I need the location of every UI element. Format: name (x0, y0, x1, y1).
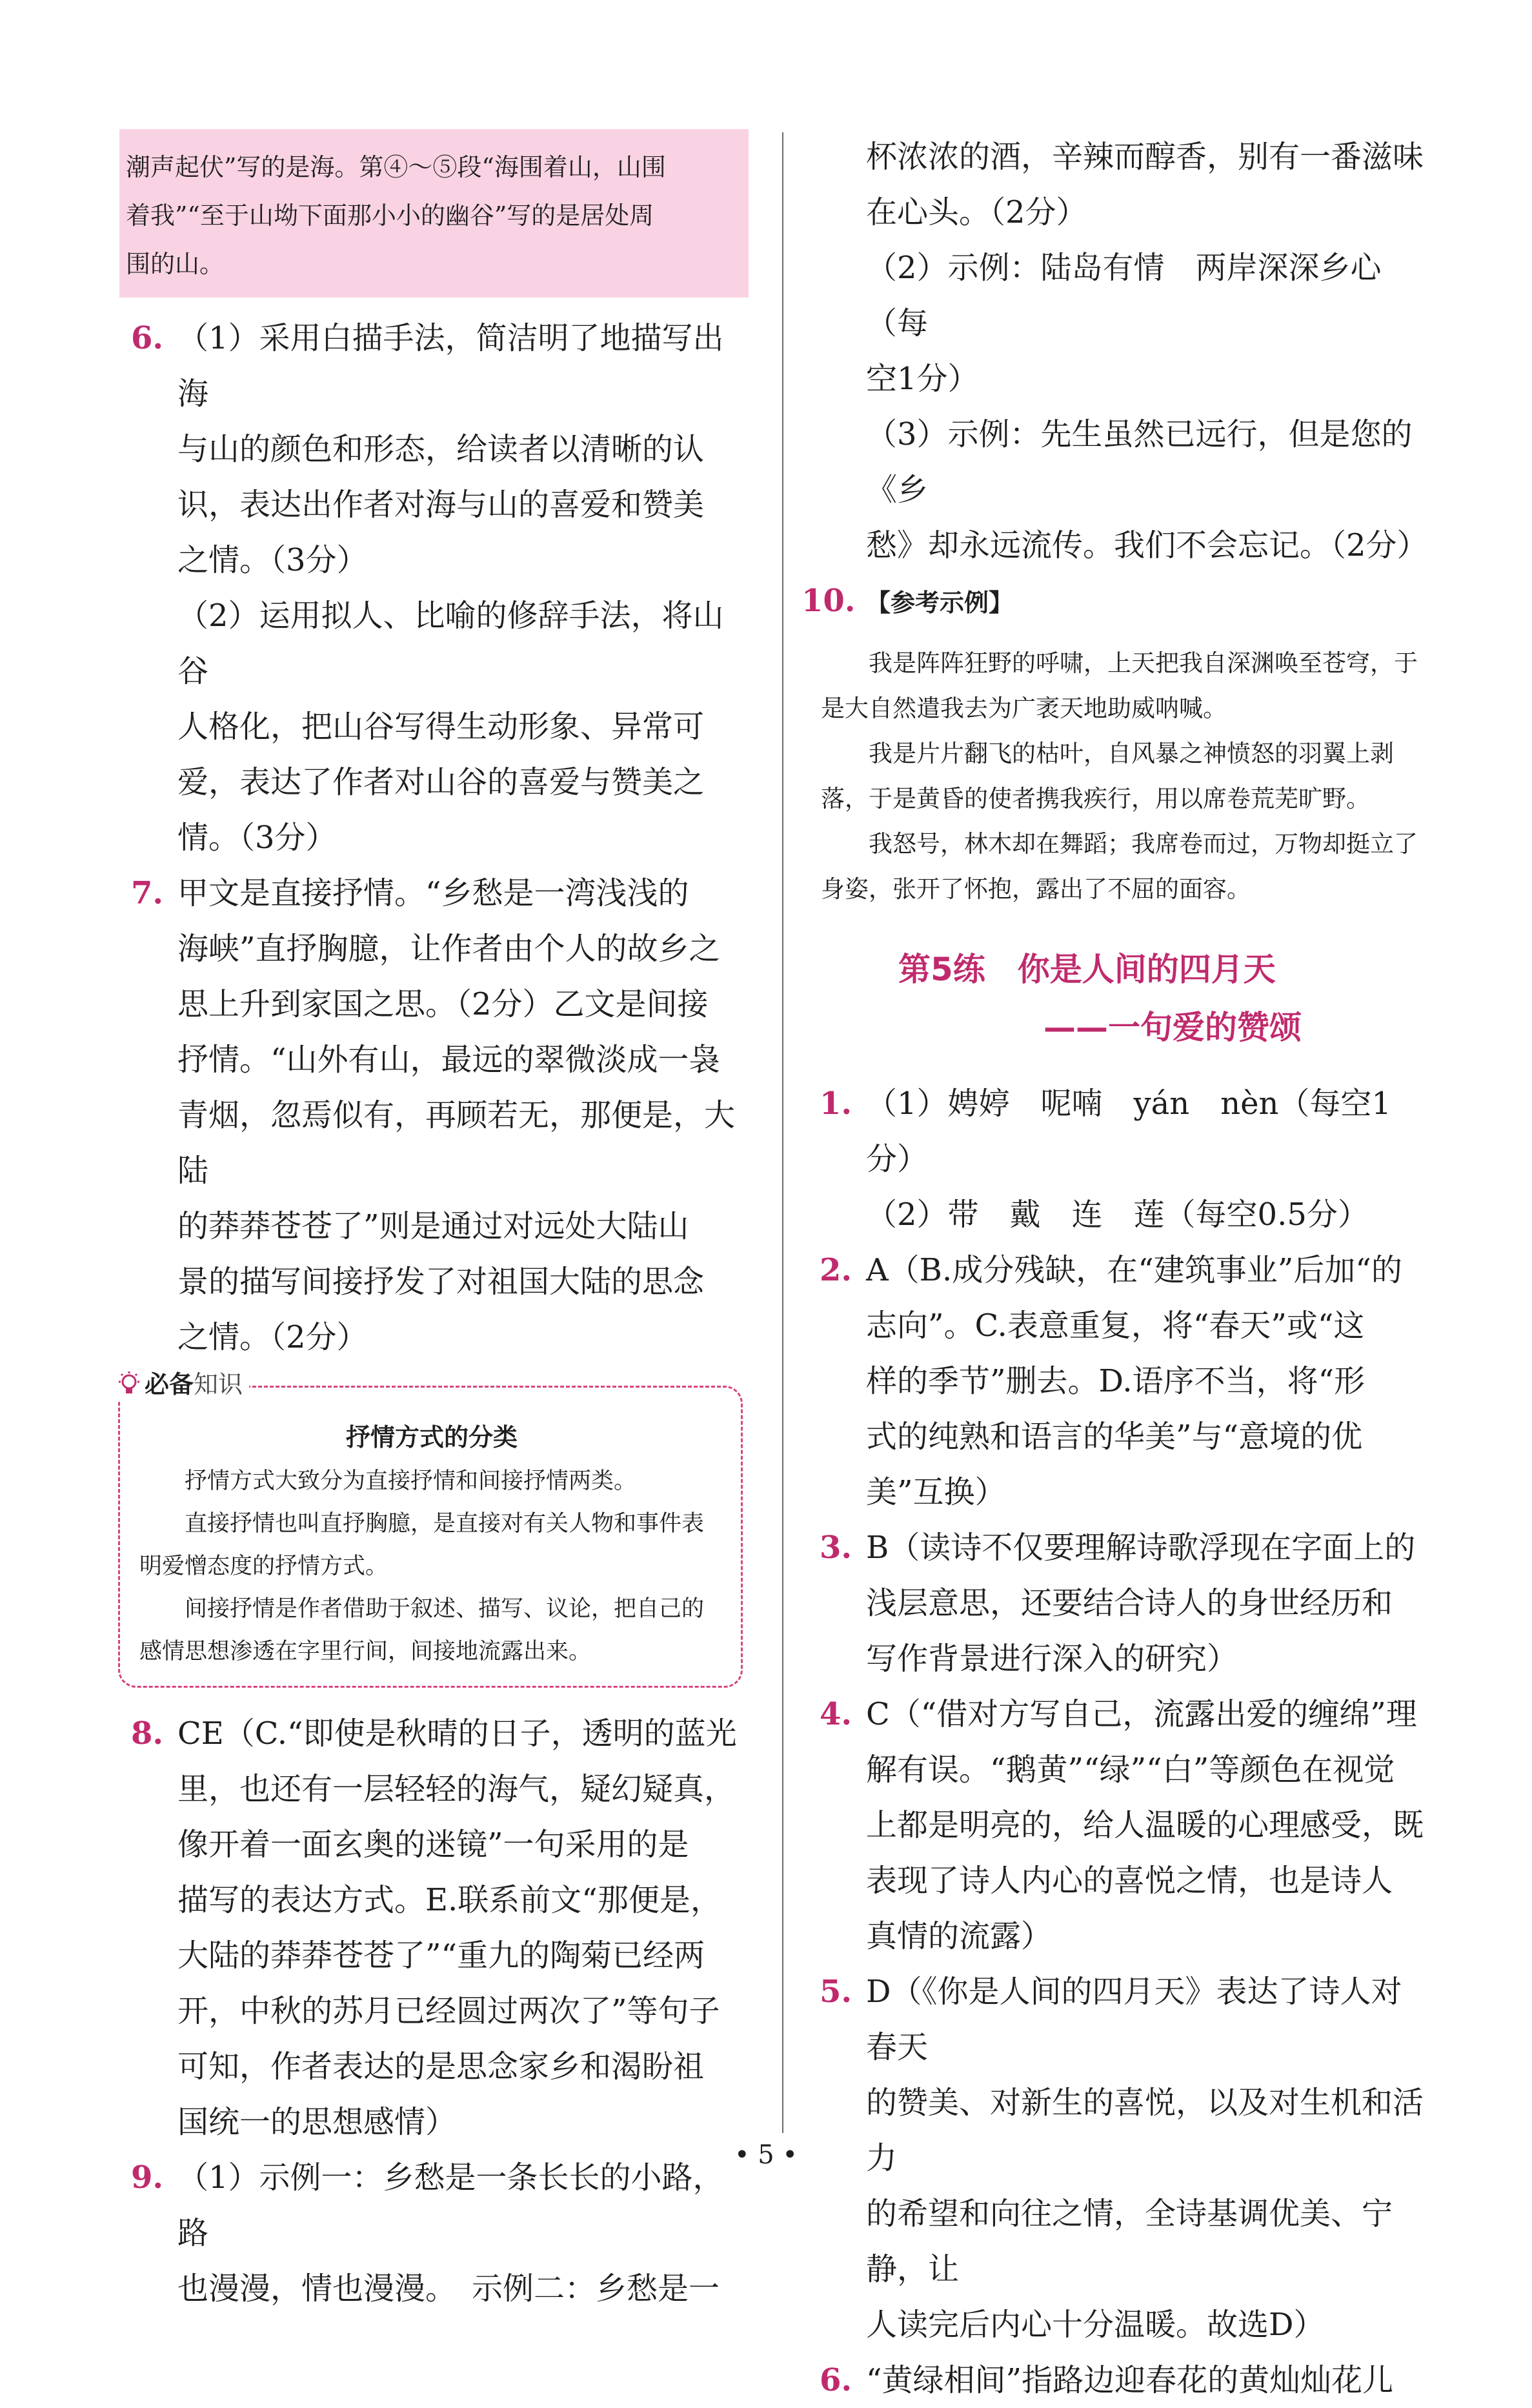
question-number: 6. (820, 2362, 852, 2398)
answer-line: 解有误。“鹅黄”“绿”“白”等颜色在视觉 (866, 1752, 1395, 1788)
answer-line: 也漫漫，情也漫漫。 示例二：乡愁是一 (177, 2271, 720, 2307)
answer-line: 人格化，把山谷写得生动形象、异常可 (177, 709, 705, 745)
reference-sample-heading: 【参考示例】 (866, 589, 1014, 617)
sample-paragraph: 我怒号，林木却在舞蹈；我席卷而过，万物却挺立了身姿，张开了怀抱，露出了不屈的面容。 (821, 830, 1418, 903)
question-number: 9. (131, 2160, 164, 2196)
answer-line: （2）运用拟人、比喻的修辞手法，将山谷 (177, 598, 724, 689)
answer-line: 青烟，忽焉似有，再顾若无，那便是，大陆 (177, 1097, 736, 1189)
answer-line: 美”互换） (866, 1474, 1006, 1510)
answer-line: 可知，作者表达的是思念家乡和渴盼祖 (177, 2049, 705, 2085)
section-question-1 (814, 1076, 1424, 1242)
knowledge-paragraph: 抒情方式大致分为直接抒情和间接抒情两类。 (185, 1468, 637, 1494)
box-line: 着我”“至于山坳下面那小小的幽谷”写的是居处周 (126, 201, 654, 230)
answer-line: （2）带 戴 连 莲（每空0.5分） (866, 1197, 1369, 1233)
knowledge-paragraph: 间接抒情是作者借助于叙述、描写、议论，把自己的感情思想渗透在字里行间，间接地流露出来。 (139, 1596, 705, 1664)
answer-line: 表现了诗人内心的喜悦之情，也是诗人 (866, 1863, 1393, 1899)
knowledge-paragraph: 直接抒情也叫直抒胸臆，是直接对有关人物和事件表明爱憎态度的抒情方式。 (139, 1511, 705, 1579)
answer-line: 国统一的思想感情） (177, 2104, 457, 2140)
answer-line: B（读诗不仅要理解诗歌浮现在字面上的 (866, 1530, 1416, 1566)
answer-line: 的赞美、对新生的喜悦，以及对生机和活力 (866, 2085, 1424, 2176)
section-question-2 (814, 1242, 1424, 1520)
section-title-line1: 第5练 你是人间的四月天 (898, 951, 1276, 988)
answer-line: （1）采用白描手法，简洁明了地描写出海 (177, 320, 724, 412)
answer-line: 里，也还有一层轻轻的海气，疑幻疑真， (177, 1771, 736, 1807)
answer-line: 之情。（2分） (177, 1319, 368, 1355)
question-number: 6. (131, 320, 164, 356)
section-title (814, 940, 1424, 1057)
box-line: 围的山。 (126, 250, 225, 278)
answer-line: 描写的表达方式。E.联系前文“那便是， (177, 1882, 721, 1918)
answer-line: 浅层意思，还要结合诗人的身世经历和 (866, 1585, 1393, 1621)
section-title-line2: ——一句爱的赞颂 (1043, 1009, 1302, 1046)
answer-line: 真情的流露） (866, 1918, 1053, 1954)
lightbulb-icon (116, 1370, 142, 1399)
question-number: 8. (131, 1715, 164, 1752)
answer-line: 像开着一面玄奥的迷镜”一句采用的是 (177, 1826, 689, 1863)
answer-line: A（B.成分残缺，在“建筑事业”后加“的 (866, 1252, 1402, 1288)
question-6 (126, 310, 749, 865)
knowledge-label-rest: 知识 (194, 1370, 243, 1399)
answer-line: 景的描写间接抒发了对祖国大陆的思念 (177, 1264, 705, 1300)
answer-line: （3）示例：先生虽然已远行，但是您的《乡 (866, 416, 1413, 508)
answer-line: （1）娉婷 呢喃 yán nèn（每空1分） (866, 1086, 1391, 1177)
answer-line: 与山的颜色和形态，给读者以清晰的认 (177, 431, 705, 467)
question-number: 4. (820, 1696, 852, 1732)
answer-line: （2）示例：陆岛有情 两岸深深乡心（每 (866, 250, 1382, 341)
answer-line: 的希望和向往之情，全诗基调优美、宁静，让 (866, 2196, 1393, 2287)
answer-line: 爱，表达了作者对山谷的喜爱与赞美之 (177, 764, 705, 800)
question-7 (126, 865, 749, 1365)
answer-line: 大陆的莽莽苍苍了”“重九的陶菊已经两 (177, 1938, 705, 1974)
answer-line: 在心头。（2分） (866, 194, 1087, 230)
knowledge-box (118, 1370, 743, 1688)
answer-line: 抒情。“山外有山，最远的翠微淡成一袅 (177, 1042, 720, 1078)
knowledge-label-bold: 必备 (145, 1370, 194, 1399)
answer-line: 思上升到家国之思。（2分）乙文是间接 (177, 986, 709, 1022)
question-8 (126, 1706, 749, 2150)
answer-line: D（《你是人间的四月天》表达了诗人对春天 (866, 1974, 1402, 2065)
section-question-6 (814, 2352, 1424, 2408)
answer-line: 上都是明亮的，给人温暖的心理感受，既 (866, 1807, 1424, 1843)
page-number: • 5 • (734, 2140, 798, 2170)
section-question-4 (814, 1686, 1424, 1964)
question-number: 1. (820, 1086, 852, 1122)
sample-paragraph: 我是片片翻飞的枯叶，自风暴之神愤怒的羽翼上剥落，于是黄昏的使者携我疾行，用以席卷荒芜旷野。 (821, 740, 1394, 813)
answer-line: 人读完后内心十分温暖。故选D） (866, 2307, 1325, 2343)
column-divider (782, 132, 783, 2133)
answer-line: 杯浓浓的酒，辛辣而醇香，别有一番滋味 (866, 139, 1424, 175)
answer-line: 甲文是直接抒情。“乡愁是一湾浅浅的 (177, 875, 689, 911)
answer-line: 的莽莽苍苍了”则是通过对远处大陆山 (177, 1208, 689, 1244)
answer-line: 之情。（3分） (177, 542, 368, 578)
section-question-3 (814, 1520, 1424, 1686)
question-number: 10. (801, 583, 856, 619)
knowledge-label (116, 1368, 249, 1401)
answer-line: 开，中秋的苏月已经圆过两次了”等句子 (177, 1993, 720, 2029)
answer-line: （1）示例一：乡愁是一条长长的小路，路 (177, 2160, 724, 2251)
question-9-continued (814, 129, 1428, 573)
box-line: 潮声起伏”写的是海。第④～⑤段“海围着山，山围 (126, 153, 666, 181)
answer-line: 海峡”直抒胸臆，让作者由个人的故乡之 (177, 931, 720, 967)
question-10 (801, 573, 1424, 912)
answer-line: 式的纯熟和语言的华美”与“意境的优 (866, 1419, 1363, 1455)
answer-line: 识，表达出作者对海与山的喜爱和赞美 (177, 487, 705, 523)
question-number: 2. (820, 1252, 852, 1288)
answer-line: 空1分） (866, 361, 979, 397)
question-number: 3. (820, 1530, 852, 1566)
sample-paragraph: 我是阵阵狂野的呼啸，上天把我自深渊唤至苍穹，于是大自然遣我去为广袤天地助威呐喊。 (821, 649, 1418, 722)
answer-line: 情。（3分） (177, 820, 337, 856)
question-number: 5. (820, 1974, 852, 2010)
left-column (126, 129, 749, 2316)
answer-line: C（“借对方写自己，流露出爱的缠绵”理 (866, 1696, 1417, 1732)
answer-line: 愁》却永远流传。我们不会忘记。（2分） (866, 527, 1428, 563)
answer-line: “黄绿相间”指路边迎春花的黄灿灿花儿 (866, 2362, 1394, 2398)
answer-line: 志向”。C.表意重复，将“春天”或“这 (866, 1308, 1365, 1344)
answer-line: 样的季节”删去。D.语序不当，将“形 (866, 1363, 1366, 1399)
right-column (801, 129, 1428, 2408)
highlight-box (119, 129, 749, 298)
question-9 (126, 2150, 749, 2316)
question-number: 7. (131, 875, 164, 911)
knowledge-title: 抒情方式的分类 (345, 1423, 518, 1452)
answer-line: CE（C.“即使是秋晴的日子，透明的蓝光 (177, 1715, 737, 1752)
answer-line: 写作背景进行深入的研究） (866, 1641, 1238, 1677)
